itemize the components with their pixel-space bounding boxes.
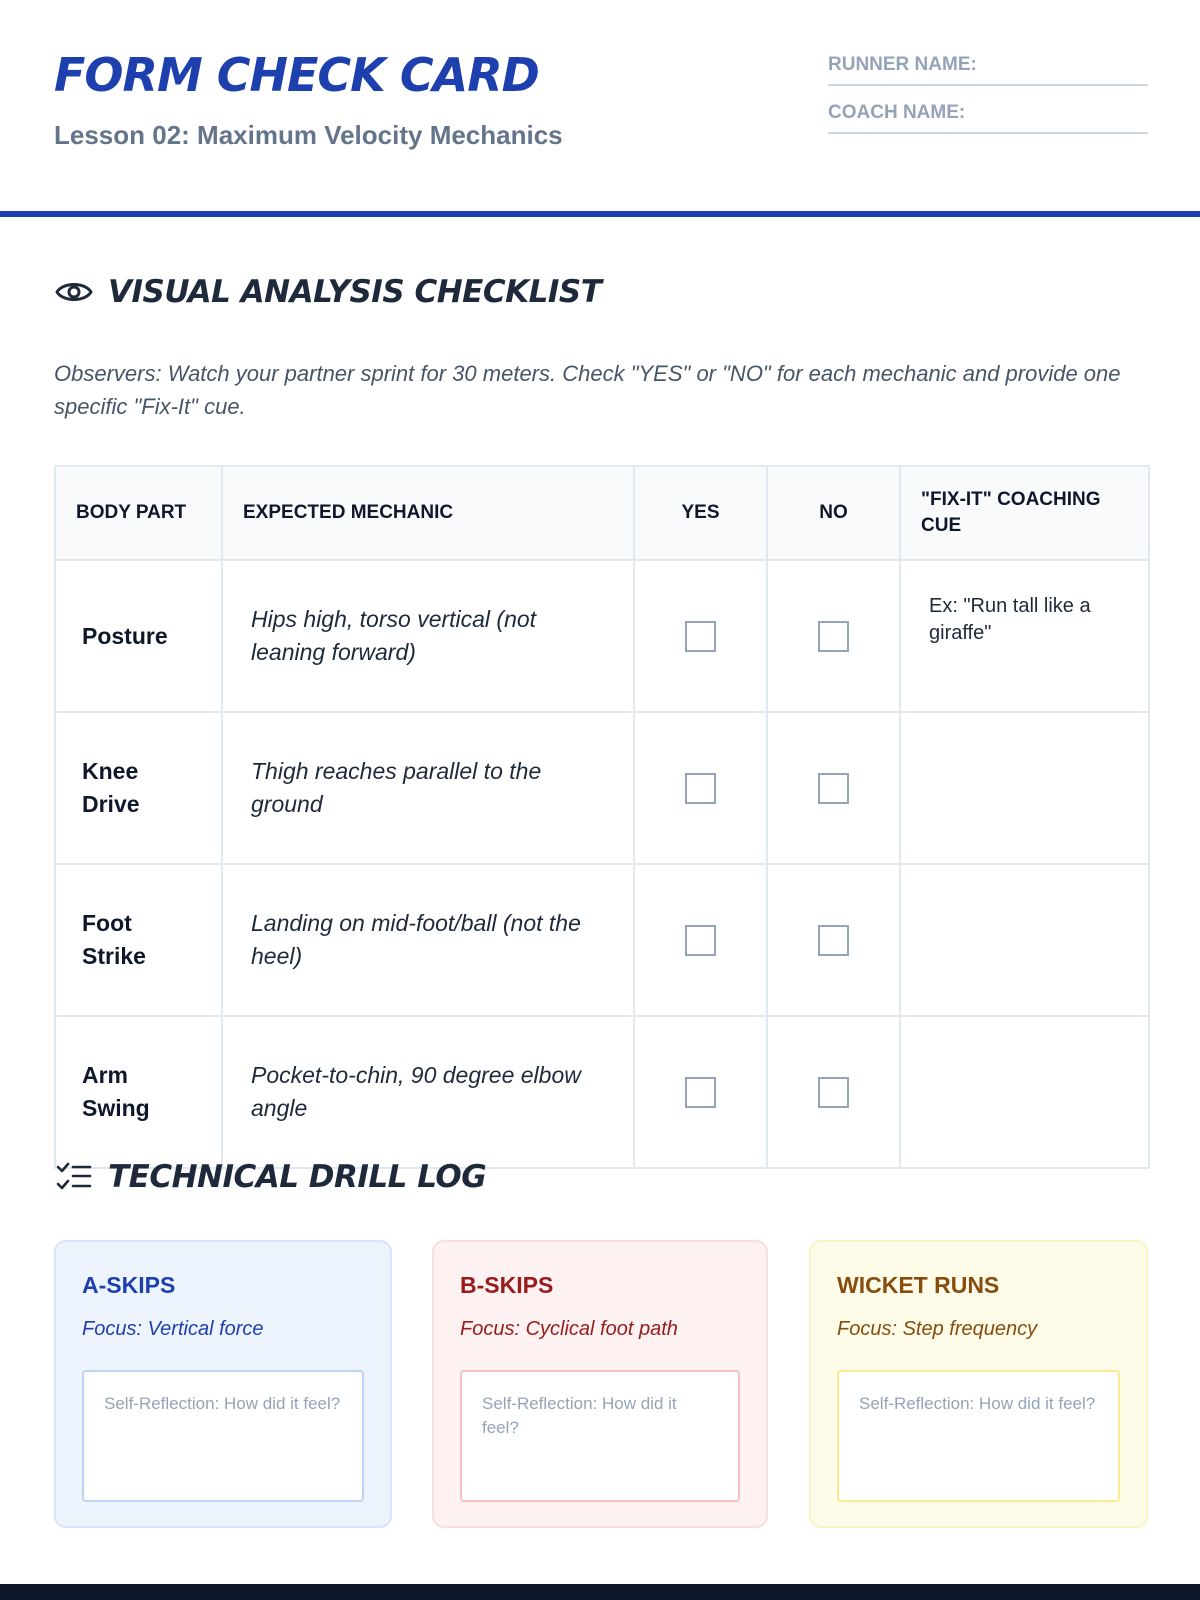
no-cell	[767, 560, 900, 712]
body-part-cell: Arm Swing	[55, 1016, 222, 1168]
reflection-input[interactable]: Self-Reflection: How did it feel?	[82, 1370, 364, 1502]
table-row	[55, 712, 1149, 864]
mechanic-cell: Landing on mid-foot/ball (not the heel)	[222, 864, 634, 1016]
body-part-cell: Knee Drive	[55, 712, 222, 864]
drill-focus: Focus: Step frequency	[837, 1318, 1038, 1340]
yes-cell	[634, 712, 767, 864]
body-part-cell: Foot Strike	[55, 864, 222, 1016]
coach-name-label: COACH NAME:	[828, 102, 966, 123]
no-cell	[767, 712, 900, 864]
page-title: FORM CHECK CARD	[54, 48, 539, 102]
no-checkbox[interactable]	[818, 773, 849, 804]
drill-card-b-skips	[432, 1240, 768, 1528]
yes-cell	[634, 1016, 767, 1168]
checklist-section-title: VISUAL ANALYSIS CHECKLIST	[108, 274, 602, 310]
yes-checkbox[interactable]	[685, 621, 716, 652]
reflection-input[interactable]: Self-Reflection: How did it feel?	[837, 1370, 1120, 1502]
page-header	[0, 0, 1200, 217]
drill-name: B-SKIPS	[460, 1272, 554, 1298]
column-header: "FIX-IT" COACHING CUE	[900, 466, 1149, 560]
drill-section-heading	[54, 1157, 486, 1197]
drill-focus: Focus: Vertical force	[82, 1318, 264, 1340]
drill-focus: Focus: Cyclical foot path	[460, 1318, 678, 1340]
table-row	[55, 864, 1149, 1016]
column-header: EXPECTED MECHANIC	[222, 466, 634, 560]
column-header: YES	[634, 466, 767, 560]
checklist-icon	[54, 1157, 94, 1197]
body-part-cell: Posture	[55, 560, 222, 712]
drill-card-a-skips	[54, 1240, 392, 1528]
cue-cell[interactable]	[900, 712, 1149, 864]
column-header: BODY PART	[55, 466, 222, 560]
drill-card-wicket-runs	[809, 1240, 1148, 1528]
drill-section-title: TECHNICAL DRILL LOG	[108, 1159, 487, 1195]
drill-name: WICKET RUNS	[837, 1272, 1000, 1298]
cue-cell[interactable]	[900, 1016, 1149, 1168]
table-row	[55, 1016, 1149, 1168]
cue-cell[interactable]	[900, 864, 1149, 1016]
instructions-text: Observers: Watch your partner sprint for 30 meters. Check "YES" or "NO" for each mechanic and provide one specific "Fix-It" cue.	[54, 361, 1121, 419]
no-checkbox[interactable]	[818, 1077, 849, 1108]
runner-name-label: RUNNER NAME:	[828, 54, 977, 75]
eye-icon	[54, 272, 94, 312]
page-subtitle: Lesson 02: Maximum Velocity Mechanics	[54, 120, 563, 150]
no-checkbox[interactable]	[818, 621, 849, 652]
checklist-table	[54, 465, 1150, 1169]
yes-checkbox[interactable]	[685, 773, 716, 804]
checklist-section-heading	[54, 272, 601, 312]
table-header-row	[55, 466, 1149, 560]
table-row	[55, 560, 1149, 712]
mechanic-cell: Pocket-to-chin, 90 degree elbow angle	[222, 1016, 634, 1168]
yes-cell	[634, 864, 767, 1016]
coach-name-field[interactable]	[828, 102, 1148, 134]
drill-name: A-SKIPS	[82, 1272, 176, 1298]
no-cell	[767, 864, 900, 1016]
reflection-input[interactable]: Self-Reflection: How did it feel?	[460, 1370, 740, 1502]
runner-name-field[interactable]	[828, 54, 1148, 86]
cue-cell[interactable]: Ex: "Run tall like a giraffe"	[900, 560, 1149, 712]
yes-checkbox[interactable]	[685, 1077, 716, 1108]
footer-bar	[0, 1584, 1200, 1600]
yes-checkbox[interactable]	[685, 925, 716, 956]
yes-cell	[634, 560, 767, 712]
mechanic-cell: Thigh reaches parallel to the ground	[222, 712, 634, 864]
no-checkbox[interactable]	[818, 925, 849, 956]
no-cell	[767, 1016, 900, 1168]
column-header: NO	[767, 466, 900, 560]
mechanic-cell: Hips high, torso vertical (not leaning forward)	[222, 560, 634, 712]
